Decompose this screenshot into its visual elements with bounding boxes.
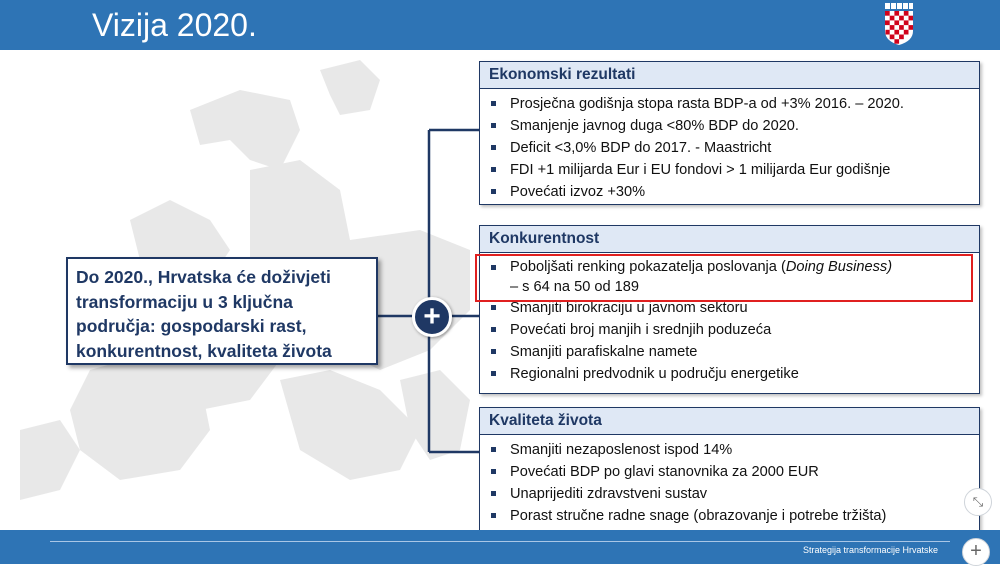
list-item: Deficit <3,0% BDP do 2017. - Maastricht (480, 137, 979, 159)
list-item: Povećati broj manjih i srednjih poduzeća (480, 319, 979, 341)
section-konkurentnost (479, 225, 980, 394)
section-heading: Kvaliteta života (480, 408, 979, 435)
summary-callout (66, 257, 378, 365)
section-list (480, 435, 979, 527)
list-item: Povećati BDP po glavi stanovnika za 2000 EUR (480, 461, 979, 483)
section-heading: Ekonomski rezultati (480, 62, 979, 89)
list-item: Povećati izvoz +30% (480, 181, 979, 203)
list-item: Smanjiti parafiskalne namete (480, 341, 979, 363)
footer-text: Strategija transformacije Hrvatske (802, 545, 938, 555)
list-item: FDI +1 milijarda Eur i EU fondovi > 1 milijarda Eur godišnje (480, 159, 979, 181)
list-item: Smanjiti birokraciju u javnom sektoru (480, 297, 979, 319)
list-item-highlighted: Poboljšati renking pokazatelja poslovanja (Doing Business) – s 64 na 50 od 189 (480, 257, 979, 297)
list-item: Smanjiti nezaposlenost ispod 14% (480, 439, 979, 461)
slide-title: Vizija 2020. (92, 7, 257, 43)
section-heading: Konkurentnost (480, 226, 979, 253)
expand-icon[interactable]: ⤡ (964, 488, 992, 516)
list-item: Smanjenje javnog duga <80% BDP do 2020. (480, 115, 979, 137)
summary-callout-text: Do 2020., Hrvatska će doživjeti transformaciju u 3 ključna područja: gospodarski rast, konkurentnost, kvaliteta života (76, 267, 332, 361)
footer-divider (50, 541, 950, 542)
section-list (480, 89, 979, 203)
list-item: Regionalni predvodnik u području energetike (480, 363, 979, 385)
list-item: Prosječna godišnja stopa rasta BDP-a od +3% 2016. – 2020. (480, 93, 979, 115)
list-item: Porast stručne radne snage (obrazovanje i potrebe tržišta) (480, 505, 979, 527)
section-kvaliteta-zivota (479, 407, 980, 531)
section-ekonomski-rezultati (479, 61, 980, 205)
add-icon[interactable]: + (962, 538, 990, 566)
plus-icon: + (412, 297, 452, 337)
highlight-frame (475, 254, 973, 302)
list-item: Unaprijediti zdravstveni sustav (480, 483, 979, 505)
